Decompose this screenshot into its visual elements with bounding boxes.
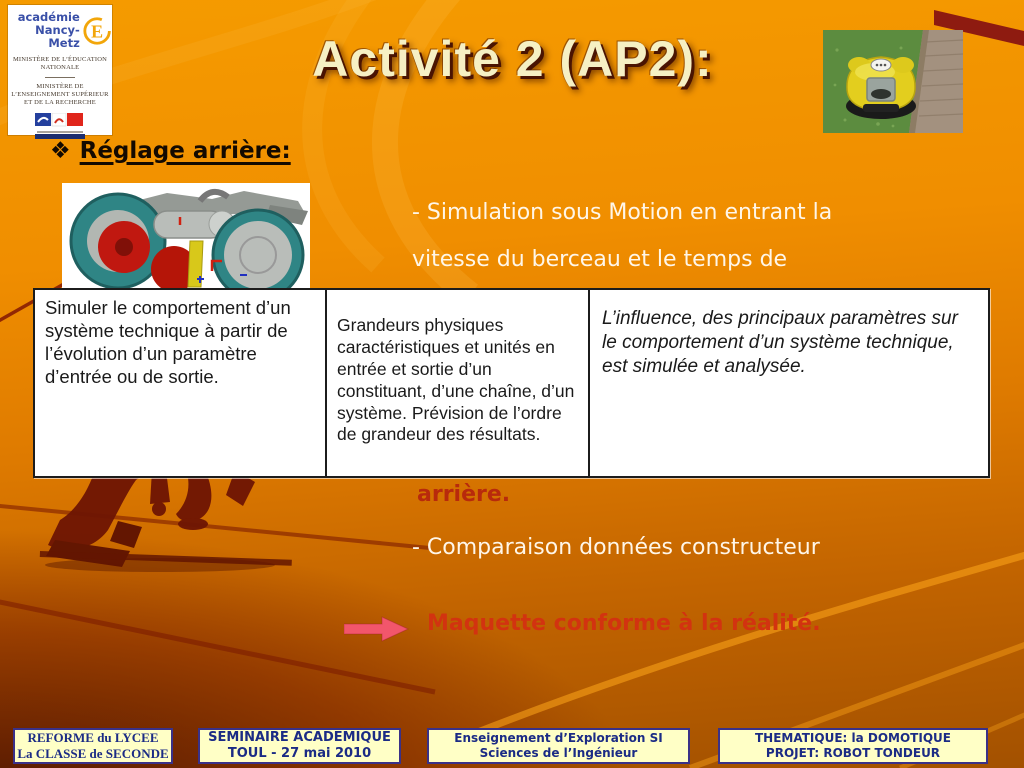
footer-box-thematique [718, 728, 988, 764]
academy-logo-row [8, 11, 112, 51]
ministry-education-label: MINISTÈRE DE L’ÉDUCATION NATIONALE [12, 55, 108, 72]
section-heading [50, 138, 291, 164]
table-cell-knowledge: Grandeurs physiques caractéristiques et unités en entrée et sortie d’un constituant, d’une chaîne, d’un système. Prévision de l’ordre de grandeur des résultats. [327, 290, 590, 476]
footer-box-enseignement [427, 728, 690, 764]
svg-text:E: E [90, 21, 103, 42]
footer-box-seminaire [198, 728, 401, 764]
section-heading-label: Réglage arrière: [79, 138, 291, 164]
comparison-line: - Comparaison données constructeur [412, 535, 820, 560]
footer-box-reforme-line2: La CLASSE de SECONDE [17, 746, 169, 761]
table-cell-indicator: L’influence, des principaux paramètres sur le comportement d’un système technique, est simulée et analysée. [602, 308, 958, 377]
diamond-bullet-icon: ❖ [50, 138, 71, 164]
conclusion-text: Maquette conforme à la réalité. [427, 611, 821, 636]
french-flag-icon [34, 113, 86, 128]
academy-name-line1: académie [17, 10, 80, 24]
academy-logo-card [8, 5, 112, 135]
body-text-line2: vitesse du berceau et le temps de [412, 247, 788, 272]
footer-box-seminaire-line1: SEMINAIRE ACADEMIQUE [208, 729, 391, 745]
table-cell-competence: Simuler le comportement d’un système technique à partir de l’évolution d’un paramètre d’entrée ou de sortie. [35, 290, 327, 476]
footer-box-enseignement-line2: Sciences de l’Ingénieur [479, 746, 638, 760]
logo-caption-bar [37, 131, 83, 133]
slide-title: Activité 2 (AP2): [312, 31, 713, 87]
cad-assembly-image [62, 183, 310, 289]
academy-e-icon [82, 15, 112, 47]
academy-name-line2: Nancy-Metz [35, 23, 80, 51]
footer-box-enseignement-line1: Enseignement d’Exploration SI [454, 731, 663, 745]
footer-box-reforme [13, 728, 173, 764]
robot-mower-photo [823, 30, 963, 133]
academy-name [8, 11, 80, 51]
footer-box-seminaire-line2: TOUL - 27 mai 2010 [227, 746, 372, 761]
ministry-research-label: MINISTÈRE DE L’ENSEIGNEMENT SUPÉRIEUR ET DE LA RECHERCHE [11, 82, 109, 107]
reference-table [33, 288, 990, 478]
body-text-overflow: arrière. [417, 482, 511, 507]
body-text-line1: - Simulation sous Motion en entrant la [412, 200, 833, 225]
footer-box-reforme-line1: REFORME du LYCEE [27, 729, 159, 745]
arrow-icon [344, 616, 410, 642]
logo-divider [45, 77, 75, 78]
footer-box-thematique-line1: THEMATIQUE: la DOMOTIQUE [755, 731, 951, 745]
footer-box-thematique-line2: PROJET: ROBOT TONDEUR [765, 746, 941, 760]
